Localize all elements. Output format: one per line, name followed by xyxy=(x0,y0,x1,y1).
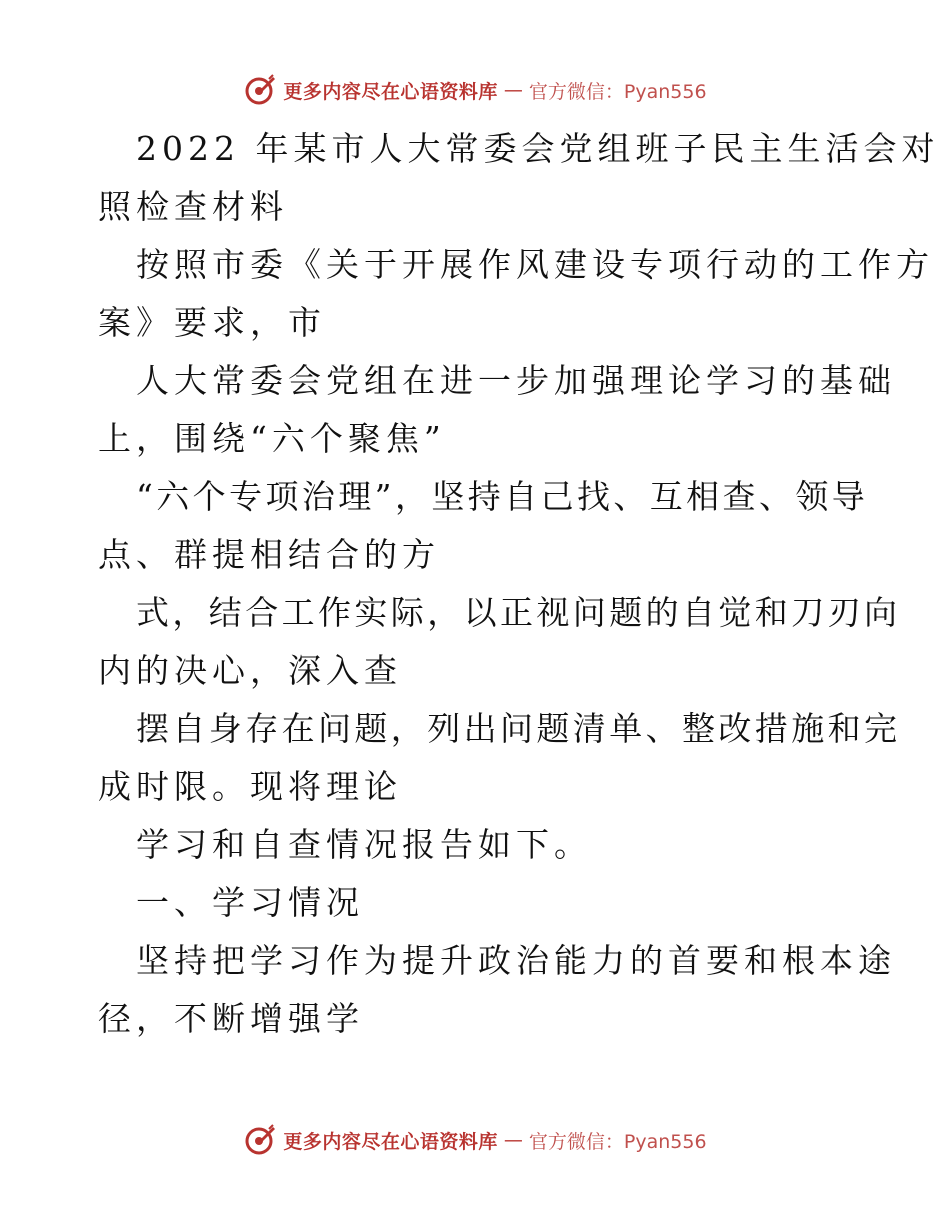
line-15: 坚持把学习作为提升政治能力的首要和根本途 xyxy=(136,941,896,980)
line-7: “六个专项治理”，坚持自己找、互相查、领导 xyxy=(136,477,869,516)
pen-logo-icon xyxy=(243,1123,277,1157)
line-12: 成时限。现将理论 xyxy=(98,767,402,806)
line-8: 点、群提相结合的方 xyxy=(98,535,440,574)
header-watermark xyxy=(0,70,950,110)
pen-logo-icon xyxy=(243,73,277,107)
watermark-brand: 更多内容尽在心语资料库 xyxy=(283,80,498,103)
line-4: 案》要求，市 xyxy=(98,303,326,342)
line-2: 照检查材料 xyxy=(98,187,288,226)
section-heading: 一、学习情况 xyxy=(136,883,364,922)
line-16: 径，不断增强学 xyxy=(98,999,364,1038)
document-body xyxy=(98,120,940,1048)
footer-watermark xyxy=(0,1120,950,1160)
watermark-brand: 更多内容尽在心语资料库 xyxy=(283,1130,498,1153)
watermark-separator: — xyxy=(503,1129,523,1151)
watermark-separator: — xyxy=(503,79,523,101)
watermark-contact: 官方微信：Pyan556 xyxy=(528,1130,707,1153)
line-13: 学习和自查情况报告如下。 xyxy=(136,825,592,864)
line-3: 按照市委《关于开展作风建设专项行动的工作方 xyxy=(136,245,934,284)
line-6: 上，围绕“六个聚焦” xyxy=(98,419,446,458)
line-10: 内的决心，深入查 xyxy=(98,651,402,690)
line-11: 摆自身存在问题，列出问题清单、整改措施和完 xyxy=(136,709,901,748)
line-1: 2022 年某市人大常委会党组班子民主生活会对 xyxy=(136,129,940,168)
line-5: 人大常委会党组在进一步加强理论学习的基础 xyxy=(136,361,896,400)
line-9: 式，结合工作实际，以正视问题的自觉和刀刃向 xyxy=(136,593,901,632)
watermark-contact: 官方微信：Pyan556 xyxy=(528,80,707,103)
